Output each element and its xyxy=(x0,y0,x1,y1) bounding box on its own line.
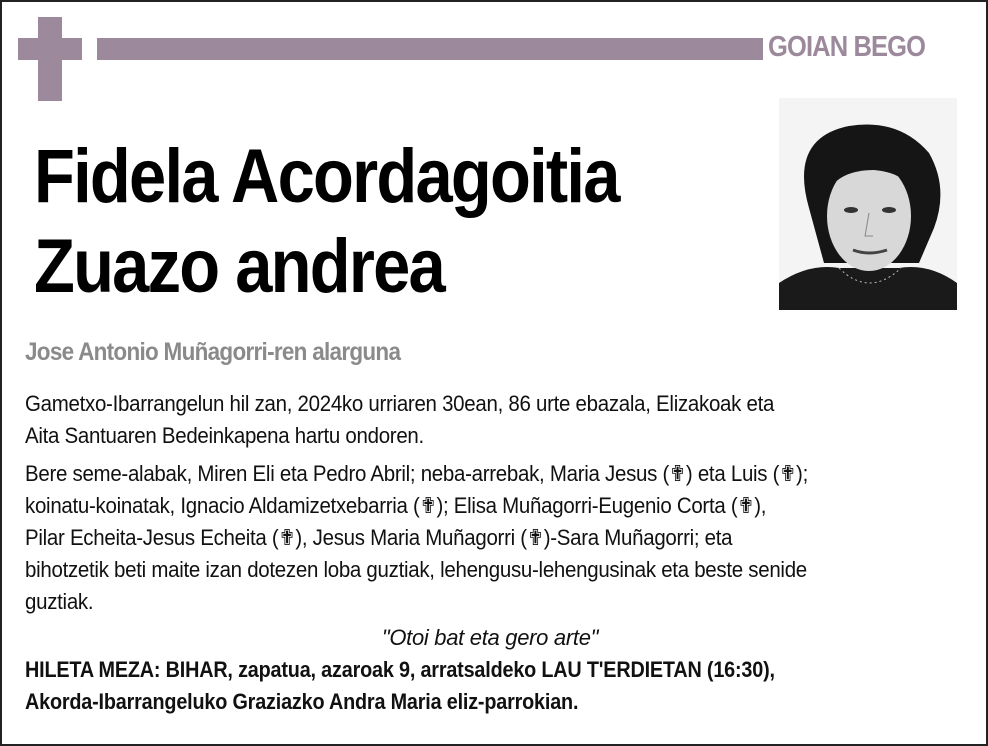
name-line: Zuazo andrea xyxy=(34,224,444,309)
name-line: Fidela Acordagoitia xyxy=(34,134,619,219)
portrait-photo xyxy=(779,98,957,310)
funeral-info xyxy=(25,654,985,718)
text-line: guztiak. xyxy=(25,589,94,614)
subtitle: Jose Antonio Muñagorri-ren alarguna xyxy=(25,338,401,366)
quote: "Otoi bat eta gero arte" xyxy=(381,625,599,650)
paragraph-family xyxy=(25,458,985,618)
text-line: koinatu-koinatak, Ignacio Aldamizetxebarria (✟); Elisa Muñagorri-Eugenio Corta (✟), xyxy=(25,493,767,518)
cross-icon-arm xyxy=(18,38,82,60)
header-bar xyxy=(97,38,763,60)
text-line: bihotzetik beti maite izan dotezen loba guztiak, lehengusu-lehengusinak eta beste senide xyxy=(25,557,807,582)
text-line: Pilar Echeita-Jesus Echeita (✟), Jesus Maria Muñagorri (✟)-Sara Muñagorri; eta xyxy=(25,525,733,550)
obituary-body xyxy=(25,388,985,718)
text-line: Gametxo-Ibarrangelun hil zan, 2024ko urriaren 30ean, 86 urte ebazala, Elizakoak eta xyxy=(25,391,775,416)
text-line: Bere seme-alabak, Miren Eli eta Pedro Abril; neba-arrebak, Maria Jesus (✟) eta Luis (✟); xyxy=(25,461,809,486)
brand-label: GOIAN BEGO xyxy=(768,31,926,63)
text-line: HILETA MEZA: BIHAR, zapatua, azaroak 9, arratsaldeko LAU T'ERDIETAN (16:30), xyxy=(25,657,775,682)
deceased-name xyxy=(34,132,619,312)
paragraph-death xyxy=(25,388,985,452)
text-line: Aita Santuaren Bedeinkapena hartu ondoren. xyxy=(25,423,424,448)
text-line: Akorda-Ibarrangeluko Graziazko Andra Maria eliz-parrokian. xyxy=(25,689,579,714)
